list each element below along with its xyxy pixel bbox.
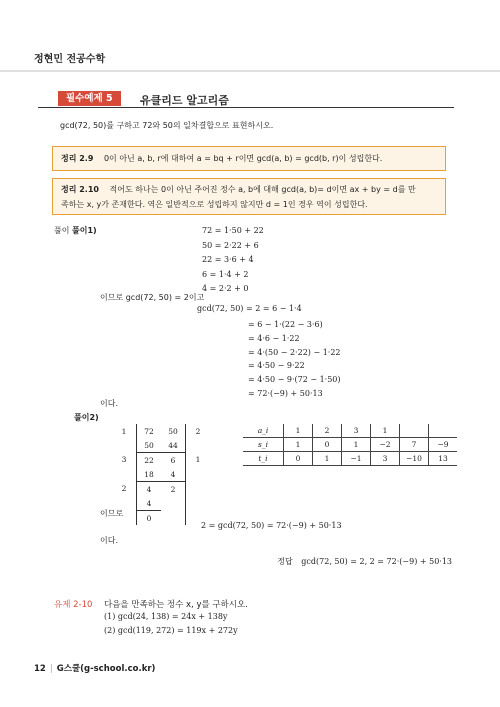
division-cell: 0 [146,513,152,523]
solution1-label: 풀이1) [72,226,97,235]
table-cell: 1 [284,424,313,438]
s-row [243,438,457,452]
table-cell: −1 [342,452,371,466]
back-sub-step: = 4·50 − 9·22 [248,361,305,371]
table-cell: 13 [429,452,458,466]
table-cell: −9 [429,438,458,452]
table-cell: 1 [313,452,342,466]
answer-line [277,556,452,567]
problem-statement: gcd(72, 50)를 구하고 72와 50의 일차결합으로 표현하시오. [60,121,274,130]
division-cell: 44 [161,438,186,453]
solution1-therefore: 이므로 gcd(72, 50) = 2이고 [100,293,205,302]
table-cell: −10 [400,452,429,466]
table-cell: 1 [284,438,313,452]
table-cell: 3 [342,424,371,438]
quotient-cell [112,467,137,482]
division-row [112,424,210,438]
table-cell: 7 [400,438,429,452]
solution2-end: 이다. [100,536,118,545]
row-header: s_i [243,438,284,452]
division-row [112,467,210,482]
euclid-step: 22 = 3·6 + 4 [202,255,254,264]
solution-prefix: 풀이 [54,226,70,235]
section-divider [38,107,454,108]
table-cell [400,424,429,438]
division-row [112,482,210,497]
division-cell: 72 [144,426,154,436]
quotient-cell [186,467,211,482]
theorem-label: 정리 2.9 [61,154,94,163]
division-row [112,511,210,526]
back-sub-step: = 6 − 1·(22 − 3·6) [248,320,323,329]
division-cell: 4 [137,496,162,511]
euclid-step: 4 = 2·2 + 0 [202,284,249,293]
back-sub-step: = 4·50 − 9·(72 − 1·50) [248,375,341,385]
theorem-2-10-box [52,178,446,215]
euclid-division-table [112,424,210,525]
solution2-label: 풀이2) [74,413,99,422]
back-sub-first: gcd(72, 50) = 2 = 6 − 1·4 [197,304,302,313]
book-title: 정현민 전공수학 [34,54,106,65]
solution1-end: 이다. [100,399,118,408]
answer-label: 정답 [277,557,293,566]
division-cell: 2 [170,484,176,494]
example-badge: 필수예제 5 [58,91,121,106]
back-sub-step: = 72·(−9) + 50·13 [248,388,323,398]
answer-text: gcd(72, 50) = 2, 2 = 72·(−9) + 50·13 [301,557,452,566]
division-cell: 50 [137,438,162,453]
division-cell: 4 [161,467,186,482]
back-sub-step: = 4·6 − 1·22 [248,333,300,343]
division-cell: 50 [168,426,178,436]
quotient-cell [112,438,137,453]
division-row [112,438,210,453]
quotient-cell: 3 [112,453,137,468]
a-row [243,424,457,438]
quotient-cell: 1 [112,424,137,438]
quotient-cell [186,438,211,453]
division-cell: 22 [144,455,154,465]
theorem-2-9-box [52,146,446,171]
back-sub-step: = 4·(50 − 2·22) − 1·22 [248,347,341,357]
division-cell [161,511,186,526]
back-substitution [248,318,341,401]
theorem-text: 0이 아닌 a, b, r에 대하여 a = bq + r이면 gcd(a, b) = gcd(b, r)이 성립한다. [103,154,383,163]
quotient-cell: 1 [186,453,211,468]
division-row [112,496,210,511]
quotient-cell [186,496,211,511]
table-cell: 3 [371,452,400,466]
theorem-label: 정리 2.10 [61,185,99,194]
table-cell: 0 [284,452,313,466]
theorem-text-line2: 족하는 x, y가 존재한다. 역은 일반적으로 성립하지 않지만 d = 1인 경우 역이 성립한다. [61,200,368,209]
division-cell: 18 [137,467,162,482]
table-cell: 1 [371,424,400,438]
header-divider [0,70,500,72]
exercise-label: 유제 2-10 [54,600,93,610]
quotient-cell: 2 [112,482,137,497]
row-header: a_i [243,424,284,438]
page-footer: 12 | G스쿨(g-school.co.kr) [34,664,156,674]
theorem-text-line1: 적어도 하나는 0이 아닌 주어진 정수 a, b에 대해 gcd(a, b)= d이면 ax + by = d를 만 [109,185,416,194]
table-cell: −2 [371,438,400,452]
coefficient-table [243,424,457,466]
table-cell: 0 [313,438,342,452]
solution-label [54,225,97,236]
solution2-therefore: 이므로 [100,509,124,518]
exercise-prompt: 다음을 만족하는 정수 x, y를 구하시오. [104,600,248,610]
t-row [243,452,457,466]
table-cell: 1 [342,438,371,452]
section-title: 유클리드 알고리즘 [140,94,229,107]
euclid-step: 72 = 1·50 + 22 [202,226,264,235]
division-cell: 6 [170,455,176,465]
division-cell [161,496,186,511]
solution2-result: 2 = gcd(72, 50) = 72·(−9) + 50·13 [201,521,342,530]
footer-site: G스쿨(g-school.co.kr) [56,664,156,674]
exercise-item: (1) gcd(24, 138) = 24x + 138y [104,612,228,621]
exercise-item: (2) gcd(119, 272) = 119x + 272y [104,626,238,635]
table-cell [429,424,458,438]
page-number: 12 [34,664,46,674]
euclid-step: 50 = 2·22 + 6 [202,240,259,250]
row-header: t_i [243,452,284,466]
division-cell: 4 [146,484,152,494]
quotient-cell [186,482,211,497]
euclid-step: 6 = 1·4 + 2 [202,269,249,279]
table-cell: 2 [313,424,342,438]
division-row [112,453,210,468]
euclid-steps [202,224,264,297]
quotient-cell: 2 [186,424,211,438]
